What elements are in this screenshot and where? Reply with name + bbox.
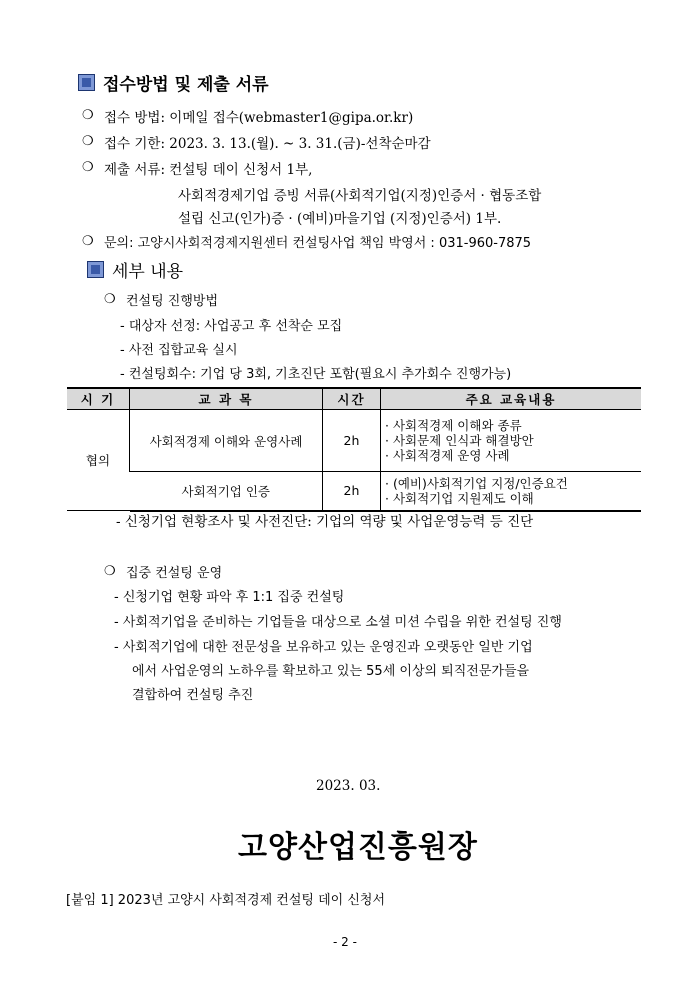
section-bullet-icon	[87, 261, 104, 278]
method-heading: 컨설팅 진행방법	[126, 294, 219, 309]
header-content: 주요 교육내용	[381, 388, 642, 410]
section-title-submission: 접수방법 및 제출 서류	[103, 75, 269, 95]
method-item: - 사전 집합교육 실시	[120, 343, 238, 358]
submission-docs: 제출 서류: 컨설팅 데이 신청서 1부,	[104, 162, 313, 178]
document-date: 2023. 03.	[316, 778, 381, 794]
submission-docs-line3: 설립 신고(인가)증 · (예비)마을기업 (지정)인증서) 1부.	[178, 211, 502, 227]
method-item: - 컨설팅회수: 기업 당 3회, 기초진단 포함(필요시 추가회수 진행가능)	[120, 367, 512, 382]
schedule-table	[67, 387, 641, 512]
issuer-title: 고양산업진흥원장	[238, 830, 478, 865]
submission-method: 접수 방법: 이메일 접수(webmaster1@gipa.or.kr)	[104, 110, 414, 126]
section-bullet-icon	[78, 74, 95, 91]
table-row	[67, 472, 641, 511]
attachment-note: [붙임 1] 2023년 고양시 사회적경제 컨설팅 데이 신청서	[66, 893, 386, 908]
hours-cell: 2h	[323, 472, 381, 511]
circle-bullet-icon: ❍	[82, 234, 94, 249]
contact-info: 문의: 고양시사회적경제지원센터 컨설팅사업 책임 박영서 : 031-960-7875	[104, 236, 532, 251]
circle-bullet-icon: ❍	[104, 564, 116, 579]
section-title-details: 세부 내용	[112, 262, 184, 282]
intensive-item-cont: 결합하여 컨설팅 추진	[132, 688, 254, 703]
period-cell: 협의	[67, 410, 130, 511]
intensive-item: - 사회적기업에 대한 전문성을 보유하고 있는 운영진과 오랫동안 일반 기업	[114, 640, 533, 655]
subject-cell: 사회적기업 인증	[130, 472, 323, 511]
intensive-heading: 집중 컨설팅 운영	[126, 566, 223, 581]
hours-cell: 2h	[323, 410, 381, 472]
header-subject: 교 과 목	[130, 388, 323, 410]
content-line: · 사회적경제 운영 사례	[385, 448, 510, 463]
pre-diagnosis-item: - 신청기업 현황조사 및 사전진단: 기업의 역량 및 사업운영능력 등 진단	[116, 514, 534, 530]
circle-bullet-icon: ❍	[104, 292, 116, 307]
content-line: · (예비)사회적기업 지정/인증요건	[385, 475, 568, 491]
header-hours: 시간	[323, 388, 381, 410]
header-period: 시 기	[67, 388, 130, 410]
intensive-item-cont: 에서 사업운영의 노하우를 확보하고 있는 55세 이상의 퇴직전문가들을	[132, 664, 530, 679]
subject-cell: 사회적경제 이해와 운영사례	[130, 410, 323, 472]
table-header-row	[67, 388, 641, 410]
table-row	[67, 410, 641, 472]
content-line: · 사회문제 인식과 해결방안	[385, 433, 534, 448]
intensive-item: - 사회적기업을 준비하는 기업들을 대상으로 소셜 미션 수립을 위한 컨설팅 진행	[114, 615, 562, 630]
submission-deadline: 접수 기한: 2023. 3. 13.(월). ~ 3. 31.(금)-선착순마감	[104, 136, 431, 152]
content-cell	[381, 472, 642, 511]
method-item: - 대상자 선정: 사업공고 후 선착순 모집	[120, 319, 343, 334]
circle-bullet-icon: ❍	[82, 160, 94, 175]
circle-bullet-icon: ❍	[82, 134, 94, 149]
page-number: - 2 -	[333, 935, 357, 949]
content-cell	[381, 410, 642, 472]
intensive-item: - 신청기업 현황 파악 후 1:1 집중 컨설팅	[114, 590, 345, 605]
content-line: · 사회적경제 이해와 종류	[385, 418, 522, 433]
submission-docs-line2: 사회적경제기업 증빙 서류(사회적기업(지정)인증서 · 협동조합	[178, 188, 542, 204]
content-line: · 사회적기업 지원제도 이해	[385, 490, 534, 506]
circle-bullet-icon: ❍	[82, 108, 94, 123]
